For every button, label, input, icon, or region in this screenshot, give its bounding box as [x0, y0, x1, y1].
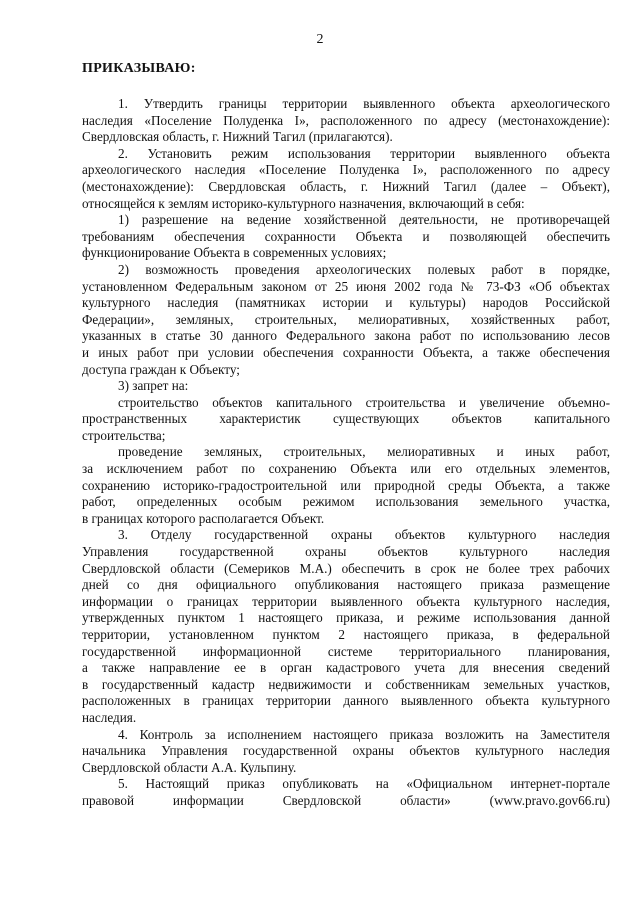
document-line: 1) разрешение на ведение хозяйственной деятельности, не противоречащей [118, 212, 610, 228]
document-line: Управления государственной охраны объектов культурного наследия [82, 544, 610, 560]
order-heading: ПРИКАЗЫВАЮ: [82, 61, 196, 76]
document-line: Свердловской области (Семериков М.А.) обеспечить в срок не более трех рабочих [82, 560, 610, 576]
document-line: начальника Управления государственной охраны объектов культурного наследия [82, 743, 610, 759]
document-line: археологического наследия «Поселение Полуденка I», расположенного по адресу [82, 162, 610, 178]
document-line: за исключением работ по сохранению Объекта или его отдельных элементов, [82, 461, 610, 477]
document-line: в границах которого располагается Объект. [82, 510, 325, 526]
document-line: доступа граждан к Объекту; [82, 361, 240, 377]
document-line: строительства; [82, 427, 166, 443]
document-line: сохранению историко-градостроительной или природной среды Объекта, а также [82, 477, 610, 493]
document-line: требованиям обеспечения сохранности Объекта и позволяющей обеспечить [82, 228, 610, 244]
document-line: утвержденных пунктом 1 настоящего приказа, и режиме использования данной [82, 610, 610, 626]
document-body [82, 96, 610, 810]
document-line: 3) запрет на: [118, 378, 189, 394]
document-line: проведение земляных, строительных, мелиоративных и иных работ, [118, 444, 610, 460]
document-line: культурного наследия (памятниках истории и культуры) народов Российской [82, 295, 610, 311]
document-line: дней со дня официального опубликования настоящего приказа размещение [82, 577, 610, 593]
document-line: 2) возможность проведения археологических полевых работ в порядке, [118, 261, 610, 277]
document-line: функционирование Объекта в современных условиях; [82, 245, 387, 261]
document-line: пространственных характеристик существующих объектов капитального [82, 411, 610, 427]
document-line: установленном Федеральным законом от 25 июня 2002 года № 73-ФЗ «Об объектах [82, 278, 610, 294]
page-number: 2 [316, 32, 324, 47]
document-line: 1. Утвердить границы территории выявленного объекта археологического [118, 96, 610, 111]
document-line: государственной информационной системе территориального планирования, [82, 643, 610, 659]
document-line: 3. Отделу государственной охраны объектов культурного наследия [118, 527, 610, 543]
document-line: 5. Настоящий приказ опубликовать на «Официальном интернет-портале [118, 776, 610, 792]
document-line: наследия. [82, 709, 137, 725]
document-line: указанных в статье 30 данного Федерального закона работ по использованию лесов [82, 328, 610, 344]
document-line: работ, определенных особым режимом использования земельного участка, [82, 494, 610, 510]
document-line: информации о границах территории выявленного объекта культурного наследия, [82, 593, 610, 609]
document-line: 4. Контроль за исполнением настоящего приказа возложить на Заместителя [118, 726, 610, 742]
document-line: (местонахождение): Свердловская область, г. Нижний Тагил (далее – Объект), [82, 178, 610, 194]
document-line: относящейся к землям историко-культурного назначения, включающий в себя: [82, 195, 525, 211]
document-line: а также направление ее в орган кадастрового учета для внесения сведений [82, 660, 610, 676]
document-line: 2. Установить режим использования территории выявленного объекта [118, 145, 610, 161]
document-line: Свердловская область, г. Нижний Тагил (прилагаются). [82, 129, 393, 145]
document-line: правовой информации Свердловской области» (www.pravo.gov66.ru) [82, 792, 610, 808]
document-line: наследия «Поселение Полуденка I», расположенного по адресу (местонахождение): [82, 112, 610, 128]
document-line: строительство объектов капитального строительства и увеличение объемно- [118, 394, 610, 410]
document-line: расположенных в границах территории данного выявленного объекта культурного [82, 693, 610, 709]
document-line: и иных работ при условии обеспечения сохранности Объекта, а также обеспечения [82, 344, 610, 360]
document-line: в государственный кадастр недвижимости и собственникам земельных участков, [82, 676, 610, 692]
document-line: территории, установленном пунктом 2 настоящего приказа, в федеральной [82, 627, 610, 642]
document-line: Свердловской области А.А. Кульпину. [82, 759, 297, 775]
document-line: Федерации», земляных, строительных, мелиоративных, хозяйственных работ, [82, 311, 610, 327]
